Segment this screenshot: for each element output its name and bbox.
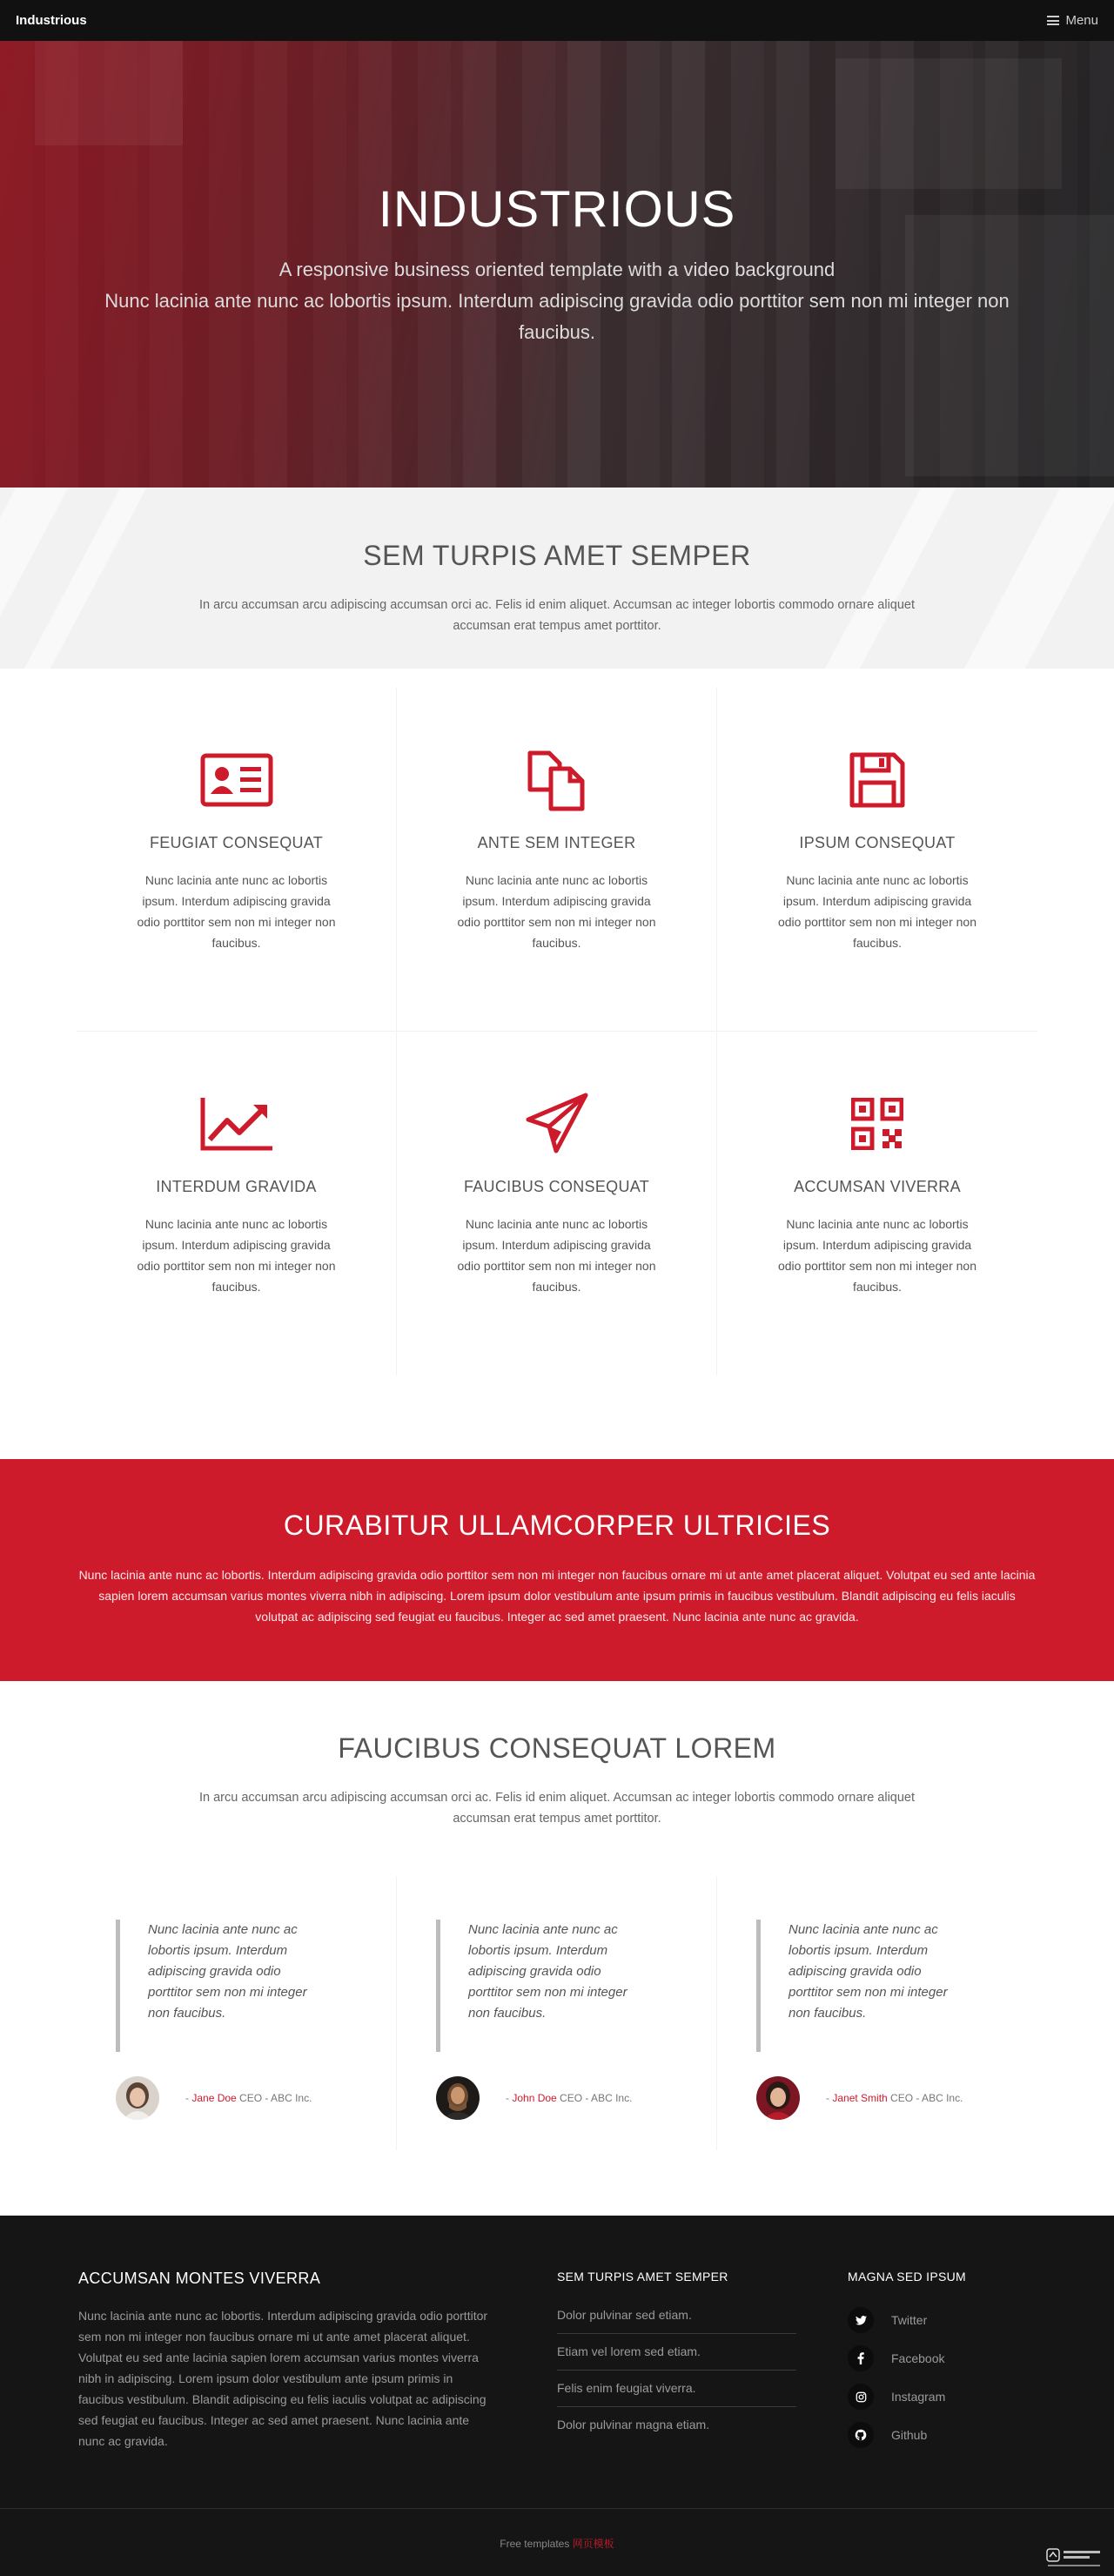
menu-label: Menu <box>1065 13 1098 28</box>
hero-title: INDUSTRIOUS <box>378 181 736 238</box>
social-link-instagram[interactable] <box>848 2378 1039 2416</box>
testimonials-header <box>0 1732 1114 1829</box>
author-name: John Doe <box>512 2092 557 2104</box>
footer-divider <box>0 2508 1114 2509</box>
author-role: CEO - ABC Inc. <box>887 2092 963 2104</box>
twitter-icon <box>848 2307 874 2333</box>
hero-subtitle-line: Nunc lacinia ante nunc ac lobortis ipsum. Interdum adipiscing gravida odio porttitor sem non mi integer non <box>104 290 1010 312</box>
intro-section <box>0 488 1114 669</box>
menu-button[interactable] <box>1047 13 1098 28</box>
feature-card <box>397 688 717 1032</box>
feature-text: Nunc lacinia ante nunc ac lobortis ipsum. Interdum adipiscing gravida odio porttitor sem non mi integer non faucibus. <box>457 1217 656 1294</box>
features-row <box>77 688 1037 1032</box>
testimonial-quote <box>436 1920 716 2052</box>
social-label: Facebook <box>891 2351 945 2365</box>
author-credit <box>506 2092 632 2104</box>
facebook-icon <box>848 2345 874 2371</box>
testimonial-author <box>116 2076 396 2120</box>
author-credit <box>826 2092 963 2104</box>
feature-title: ACCUMSAN VIVERRA <box>794 1178 961 1195</box>
features-grid <box>77 688 1037 1375</box>
feature-title: IPSUM CONSEQUAT <box>799 834 956 851</box>
feature-card <box>717 1032 1037 1375</box>
cta-title: CURABITUR ULLAMCORPER ULTRICIES <box>283 1510 831 1541</box>
hero-subtitle-line: A responsive business oriented template with a video background <box>278 259 836 280</box>
intro-text: In arcu accumsan arcu adipiscing accumsan orci ac. Felis id enim aliquet. Accumsan ac integer lobortis commodo ornare aliquet accumsan erat tempus amet porttitor. <box>198 598 916 633</box>
copyright-prefix: Free templates <box>500 2538 573 2550</box>
hero-content <box>0 180 1114 348</box>
feature-title: INTERDUM GRAVIDA <box>156 1178 317 1195</box>
social-label: Instagram <box>891 2390 946 2404</box>
documents-icon <box>519 749 595 811</box>
feature-title: ANTE SEM INTEGER <box>477 834 636 851</box>
footer-social-list <box>848 2301 1039 2454</box>
line-chart-icon <box>198 1093 275 1155</box>
author-name: Janet Smith <box>832 2092 888 2104</box>
hero-subtitle <box>0 254 1114 348</box>
floppy-disk-icon <box>839 749 916 811</box>
feature-text: Nunc lacinia ante nunc ac lobortis ipsum. Interdum adipiscing gravida odio porttitor sem non mi integer non faucibus. <box>777 1217 976 1294</box>
footer-copyright <box>0 2536 1114 2551</box>
feature-card <box>397 1032 717 1375</box>
testimonial-quote <box>116 1920 396 2052</box>
footer-about-text: Nunc lacinia ante nunc ac lobortis. Interdum adipiscing gravida odio porttitor sem non mi integer non faucibus ornare mi ut ante amet placerat aliquet. Volutpat eu sed ante lacinia sapien lorem accumsan varius montes viverra nibh in adipiscing. Lorem ipsum dolor vestibulum ante ipsum primis in faucibus vestibulum. Blandit adipiscing eu felis iaculis volutpat ac adipiscing sed feugiat eu faucibus. Integer ac sed amet praesent. Nunc lacinia ante nunc ac gravida. <box>78 2309 488 2448</box>
top-navbar <box>0 0 1114 41</box>
footer-link[interactable]: Dolor pulvinar magna etiam. <box>557 2418 710 2431</box>
footer-social <box>848 2270 1039 2454</box>
decorative-streak <box>810 488 965 669</box>
hamburger-icon <box>1047 16 1059 25</box>
footer-links-list <box>557 2297 796 2443</box>
testimonial-author <box>756 2076 1037 2120</box>
copyright-brand-link[interactable]: 网页模板 <box>572 2538 614 2550</box>
github-icon <box>848 2422 874 2448</box>
testimonial-author <box>436 2076 716 2120</box>
paper-plane-icon <box>519 1093 595 1155</box>
testimonials-intro-text: In arcu accumsan arcu adipiscing accumsan orci ac. Felis id enim aliquet. Accumsan ac integer lobortis commodo ornare aliquet accumsan erat tempus amet porttitor. <box>198 1791 916 1826</box>
hero-building-shape <box>836 58 1062 189</box>
footer-links <box>557 2270 796 2443</box>
author-prefix: - <box>185 2092 192 2104</box>
id-card-icon <box>198 749 275 811</box>
feature-text: Nunc lacinia ante nunc ac lobortis ipsum. Interdum adipiscing gravida odio porttitor sem non mi integer non faucibus. <box>777 873 976 950</box>
feature-card <box>77 688 397 1032</box>
footer-link[interactable]: Felis enim feugiat viverra. <box>557 2371 796 2407</box>
hero-building-shape <box>35 41 183 145</box>
author-role: CEO - ABC Inc. <box>556 2092 633 2104</box>
feature-title: FEUGIAT CONSEQUAT <box>149 834 324 851</box>
quote-text: Nunc lacinia ante nunc ac lobortis ipsum. Interdum adipiscing gravida odio porttitor sem non mi integer non faucibus. <box>468 1922 627 2021</box>
quote-text: Nunc lacinia ante nunc ac lobortis ipsum. Interdum adipiscing gravida odio porttitor sem non mi integer non faucibus. <box>789 1922 948 2021</box>
decorative-streak <box>950 488 1114 669</box>
cta-text: Nunc lacinia ante nunc ac lobortis. Interdum adipiscing gravida odio porttitor sem non mi integer non faucibus ornare mi ut ante amet placerat aliquet. Volutpat eu sed ante lacinia sapien lorem accumsan varius montes viverra nibh in adipiscing. Lorem ipsum dolor vestibulum ante ipsum primis in faucibus vestibulum. Blandit adipiscing eu felis iaculis volutpat ac adipiscing sed feugiat eu faucibus. Integer ac sed amet praesent. Nunc lacinia ante nunc ac gravida. <box>78 1568 1036 1624</box>
author-role: CEO - ABC Inc. <box>236 2092 312 2104</box>
testimonials-grid <box>77 1876 1037 2150</box>
hero-subtitle-line: faucibus. <box>518 321 596 343</box>
site-logo[interactable]: Industrious <box>16 13 87 28</box>
feature-text: Nunc lacinia ante nunc ac lobortis ipsum. Interdum adipiscing gravida odio porttitor sem non mi integer non faucibus. <box>457 873 656 950</box>
footer-about <box>78 2270 496 2452</box>
footer-social-title: MAGNA SED IPSUM <box>848 2270 966 2283</box>
footer-link[interactable]: Etiam vel lorem sed etiam. <box>557 2334 796 2371</box>
testimonial-card <box>77 1876 397 2150</box>
qr-code-icon <box>839 1093 916 1155</box>
quote-text: Nunc lacinia ante nunc ac lobortis ipsum. Interdum adipiscing gravida odio porttitor sem non mi integer non faucibus. <box>148 1922 307 2021</box>
social-link-twitter[interactable] <box>848 2301 1039 2339</box>
cta-band <box>0 1459 1114 1681</box>
social-link-github[interactable] <box>848 2416 1039 2454</box>
avatar <box>116 2076 159 2120</box>
intro-title: SEM TURPIS AMET SEMPER <box>363 540 751 571</box>
feature-title: FAUCIBUS CONSEQUAT <box>463 1178 650 1195</box>
footer <box>0 2216 1114 2576</box>
author-prefix: - <box>506 2092 513 2104</box>
social-link-facebook[interactable] <box>848 2339 1039 2378</box>
feature-text: Nunc lacinia ante nunc ac lobortis ipsum. Interdum adipiscing gravida odio porttitor sem non mi integer non faucibus. <box>137 1217 336 1294</box>
footer-links-title: SEM TURPIS AMET SEMPER <box>557 2270 728 2283</box>
hero-banner <box>0 41 1114 488</box>
instagram-icon <box>848 2384 874 2410</box>
feature-card <box>77 1032 397 1375</box>
watermark-logo <box>1046 2546 1104 2569</box>
author-credit <box>185 2092 312 2104</box>
social-label: Github <box>891 2428 928 2442</box>
feature-card <box>717 688 1037 1032</box>
author-prefix: - <box>826 2092 833 2104</box>
footer-about-title: ACCUMSAN MONTES VIVERRA <box>78 2270 321 2287</box>
avatar <box>436 2076 480 2120</box>
avatar <box>756 2076 800 2120</box>
testimonial-card <box>717 1876 1037 2150</box>
author-name: Jane Doe <box>191 2092 237 2104</box>
testimonials-title: FAUCIBUS CONSEQUAT LOREM <box>338 1732 776 1764</box>
features-row <box>77 1032 1037 1375</box>
feature-text: Nunc lacinia ante nunc ac lobortis ipsum. Interdum adipiscing gravida odio porttitor sem non mi integer non faucibus. <box>137 873 336 950</box>
footer-link[interactable]: Dolor pulvinar sed etiam. <box>557 2297 796 2334</box>
testimonial-card <box>397 1876 717 2150</box>
social-label: Twitter <box>891 2313 928 2327</box>
testimonial-quote <box>756 1920 1037 2052</box>
